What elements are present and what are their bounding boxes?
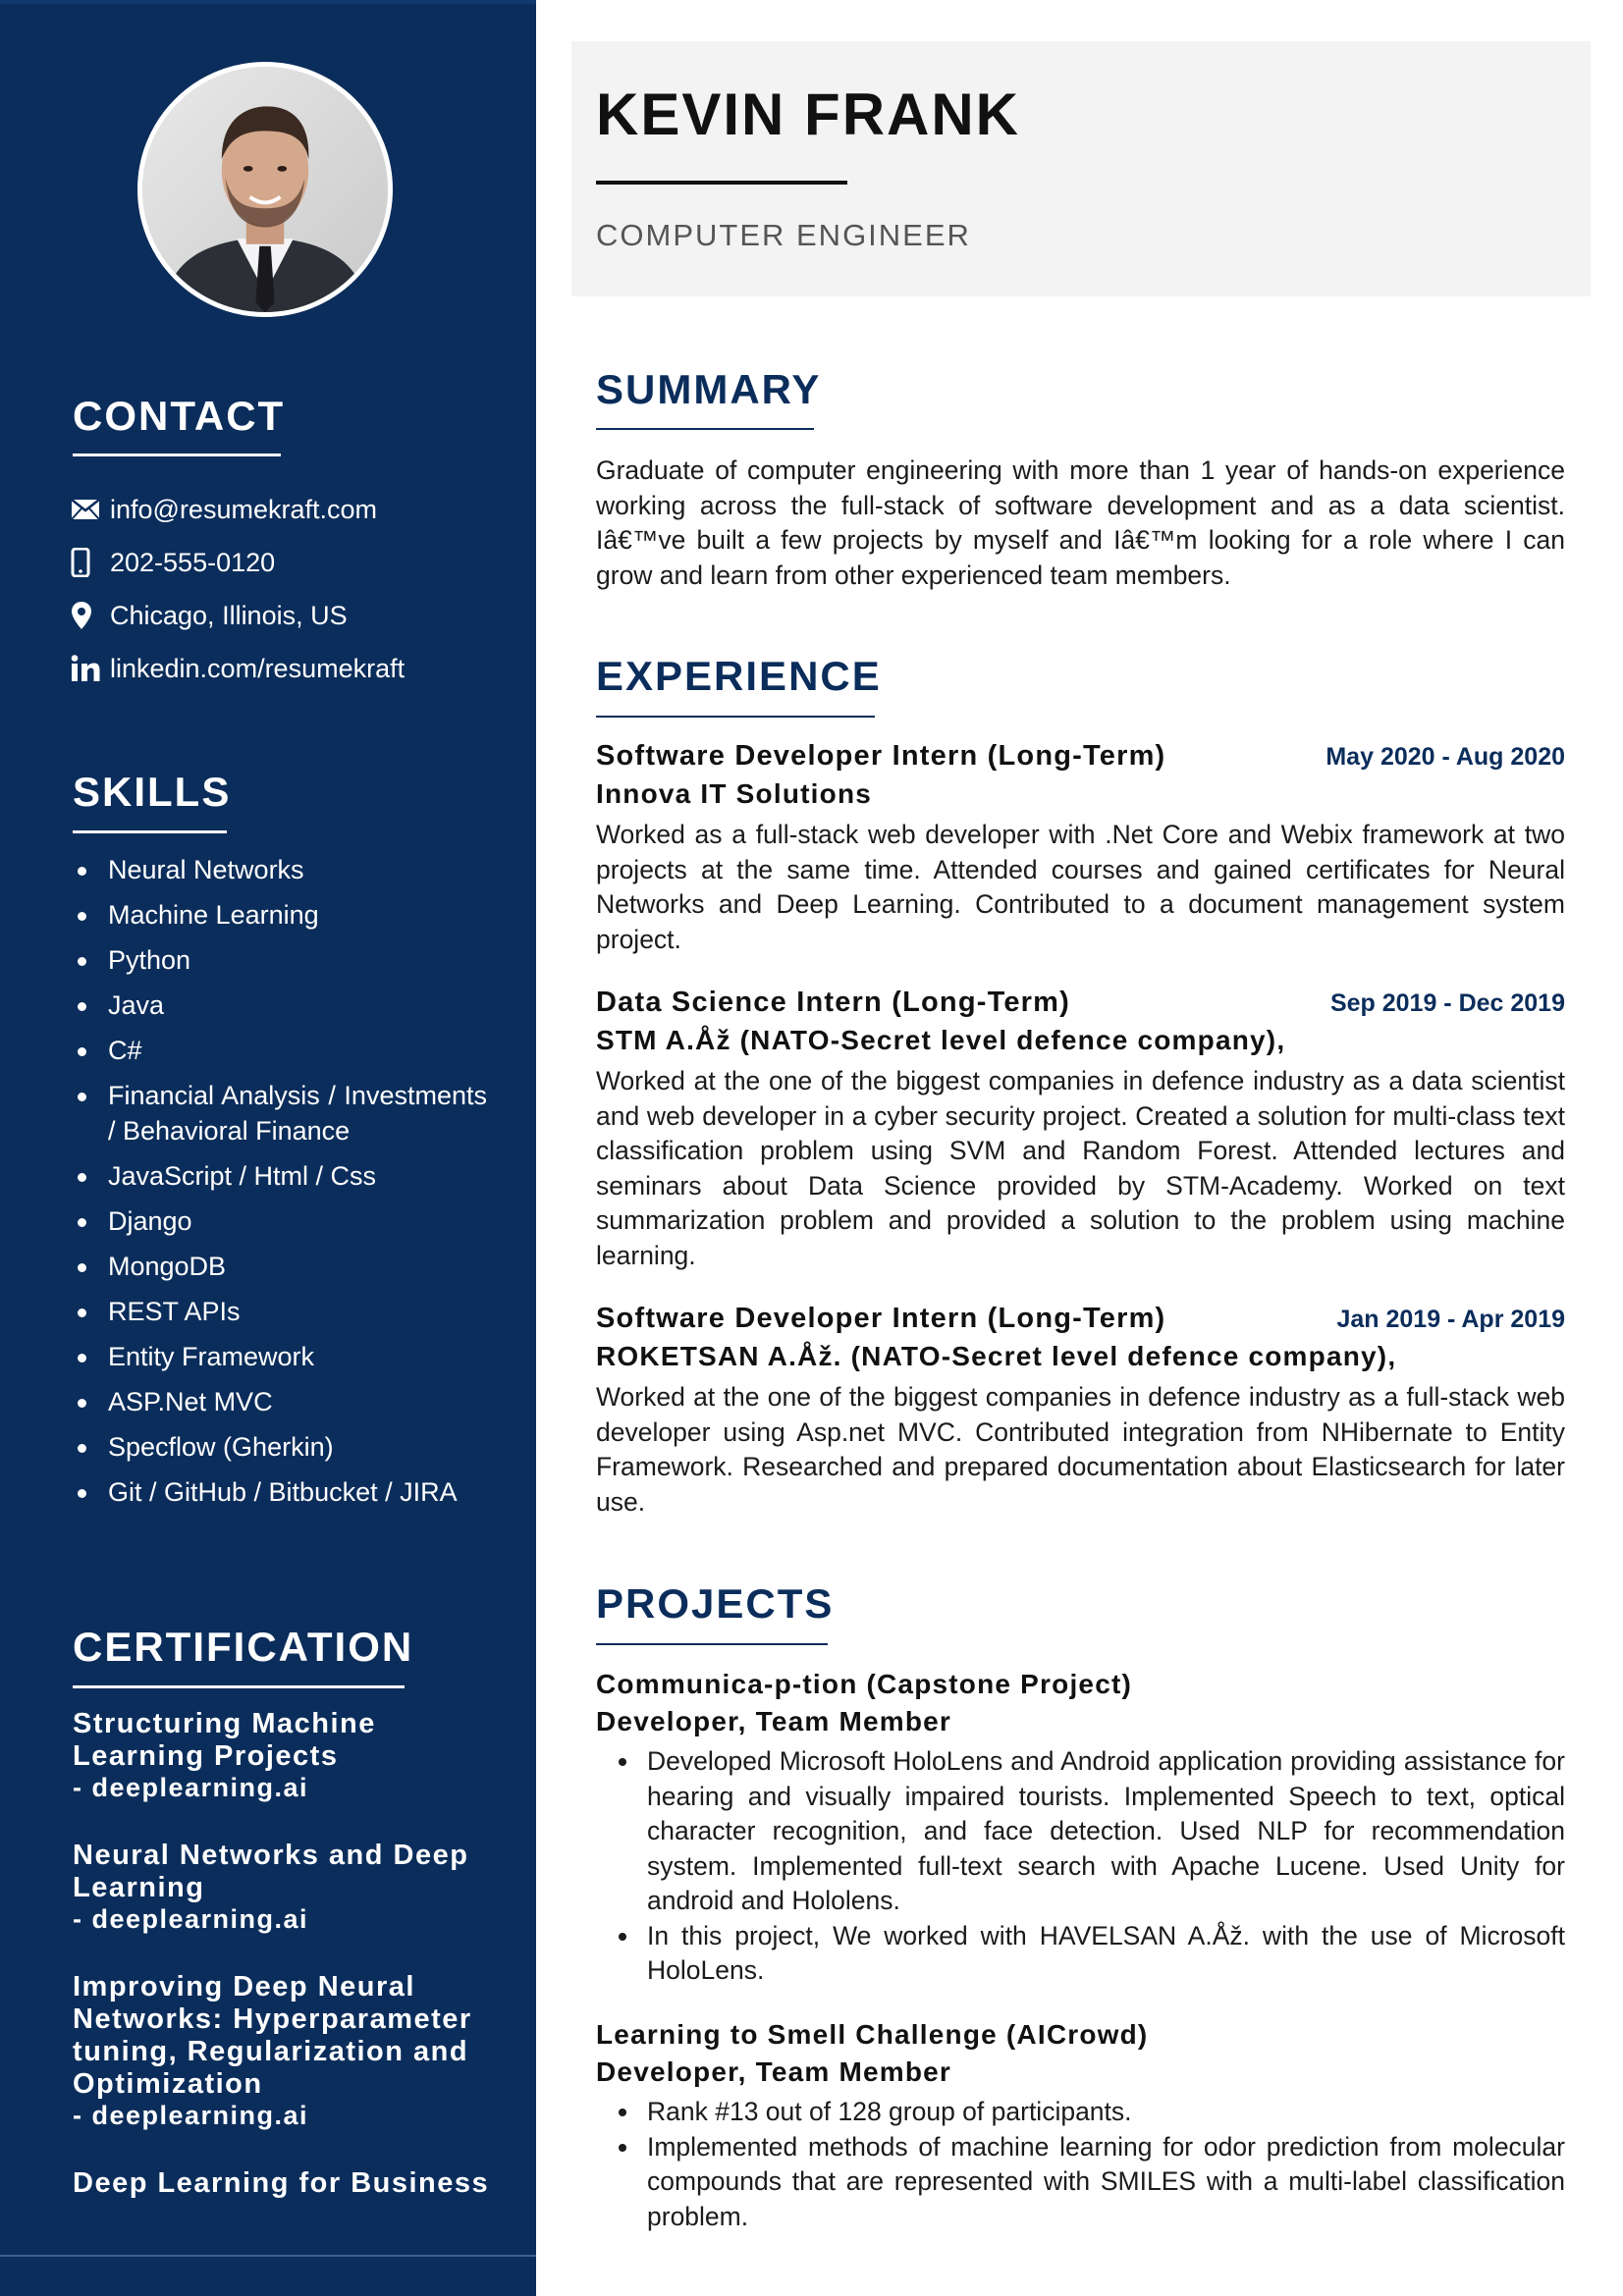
skill-item: ASP.Net MVC [73, 1384, 487, 1419]
skill-item: C# [73, 1033, 487, 1068]
job-role: Software Developer Intern (Long-Term) [596, 1303, 1166, 1334]
job-header [596, 740, 1565, 773]
profile-photo [137, 62, 393, 317]
contact-phone[interactable] [71, 545, 275, 580]
skill-item: Financial Analysis / Investments / Behavioral Finance [73, 1078, 487, 1148]
job-company: Innova IT Solutions [596, 778, 873, 809]
contact-linkedin[interactable] [71, 651, 405, 686]
header-panel [571, 41, 1591, 296]
skills-list [73, 852, 487, 1520]
job-dates: Sep 2019 - Dec 2019 [1329, 989, 1565, 1017]
skill-item: JavaScript / Html / Css [73, 1158, 487, 1194]
contact-location [71, 598, 348, 633]
certification-title: Deep Learning for Business [73, 2167, 490, 2199]
skill-item: REST APIs [73, 1294, 487, 1329]
certification-title: Structuring Machine Learning Projects [73, 1708, 376, 1772]
job-role: Data Science Intern (Long-Term) [596, 987, 1071, 1018]
sidebar [0, 0, 536, 2296]
contact-email[interactable] [71, 492, 377, 527]
skill-item: Java [73, 988, 487, 1023]
job-dates: May 2020 - Aug 2020 [1325, 743, 1565, 771]
job-description: Worked at the one of the biggest companies in defence industry as a data scientist and web developer in a cyber security project. Created a solution for multi-class text classification problem using SVM and Random Forest. Attended lectures and seminars about Data Science provided by STM-Academy. Worked on text summarization problem and provided a solution to the problem using machine learning. [596, 1066, 1565, 1270]
certification-title: Improving Deep Neural Networks: Hyperparameter tuning, Regularization and Optimization [73, 1971, 472, 2100]
project-bullets [596, 1744, 1565, 1989]
job-description: Worked as a full-stack web developer with .Net Core and Webix framework at two projects at the same time. Attended courses and gained certificates for Neural Networks and Deep Learning. Contributed to a document management system project. [596, 820, 1565, 954]
skills-heading-rule [73, 830, 227, 833]
skill-item: Neural Networks [73, 852, 487, 887]
certification-item [73, 2167, 505, 2200]
skill-item: MongoDB [73, 1249, 487, 1284]
project-bullet: In this project, We worked with HAVELSAN A.Åž. with the use of Microsoft HoloLens. [596, 1919, 1565, 1989]
skill-item: Machine Learning [73, 897, 487, 933]
contact-heading-rule [73, 454, 281, 456]
certification-item [73, 1708, 505, 1803]
project-bullet: Developed Microsoft HoloLens and Android application providing assistance for hearing and visually impaired tourists. Implemented Speech to text, optical character recognition, and face detection. Used NLP for recommendation system. Implemented full-text search with Apache Lucene. Used Unity for android and Hololens. [596, 1744, 1565, 1919]
linkedin-icon [71, 652, 104, 685]
certification-source: - deeplearning.ai [73, 2101, 309, 2130]
project-role: Developer, Team Member [596, 1706, 952, 1736]
candidate-title: COMPUTER ENGINEER [596, 218, 971, 252]
summary-heading-rule [596, 428, 814, 430]
name-underline [596, 181, 847, 185]
job-header [596, 987, 1565, 1019]
projects-heading-rule [596, 1643, 828, 1645]
project-bullet: Rank #13 out of 128 group of participants. [596, 2095, 1565, 2130]
sidebar-bottom-divider [0, 2255, 536, 2257]
certification-source: - deeplearning.ai [73, 1773, 309, 1802]
project-name: Communica-p-tion (Capstone Project) [596, 1669, 1133, 1699]
certification-item [73, 1840, 505, 1935]
candidate-name: KEVIN FRANK [596, 81, 1021, 147]
job-company: STM A.Åž (NATO-Secret level defence company), [596, 1025, 1286, 1055]
summary-text: Graduate of computer engineering with more than 1 year of hands-on experience working across the full-stack of software development and as a data scientist. Iâ€™ve built a few projects by myself and Iâ€™m looking for a role where I can grow and learn from other experienced team members. [596, 455, 1565, 590]
summary-heading: SUMMARY [596, 366, 822, 412]
project-name: Learning to Smell Challenge (AICrowd) [596, 2019, 1149, 2050]
phone-icon [71, 546, 104, 579]
sidebar-top-divider [0, 0, 536, 4]
project-role: Developer, Team Member [596, 2056, 952, 2087]
projects-heading: PROJECTS [596, 1580, 835, 1627]
certification-source: - deeplearning.ai [73, 1904, 309, 1934]
job-company: ROKETSAN A.Åž. (NATO-Secret level defence company), [596, 1341, 1397, 1371]
skill-item: Git / GitHub / Bitbucket / JIRA [73, 1474, 487, 1510]
job-description: Worked at the one of the biggest companies in defence industry as a full-stack web developer using Asp.net MVC. Contributed integration from NHibernate to Entity Framework. Researched and prepared documentation about Elasticsearch for later use. [596, 1382, 1565, 1517]
certification-title: Neural Networks and Deep Learning [73, 1840, 469, 1903]
experience-heading: EXPERIENCE [596, 653, 882, 699]
skill-item: Specflow (Gherkin) [73, 1429, 487, 1465]
job-role: Software Developer Intern (Long-Term) [596, 740, 1166, 772]
contact-linkedin-text: linkedin.com/resumekraft [110, 653, 406, 683]
skills-heading: SKILLS [73, 769, 232, 815]
job-dates: Jan 2019 - Apr 2019 [1336, 1306, 1565, 1333]
map-pin-icon [71, 599, 104, 632]
job-header [596, 1303, 1565, 1335]
contact-email-text: info@resumekraft.com [110, 494, 377, 524]
contact-location-text: Chicago, Illinois, US [110, 600, 348, 630]
project-bullets [596, 2095, 1565, 2234]
certification-heading: CERTIFICATION [73, 1624, 414, 1670]
skill-item: Python [73, 942, 487, 978]
skill-item: Django [73, 1203, 487, 1239]
experience-heading-rule [596, 716, 875, 718]
certification-item [73, 1971, 505, 2131]
project-bullet: Implemented methods of machine learning for odor prediction from molecular compounds that are represented with SMILES with a multi-label classification problem. [596, 2130, 1565, 2235]
contact-phone-text: 202-555-0120 [110, 547, 276, 577]
certification-heading-rule [73, 1685, 405, 1688]
envelope-icon [71, 493, 104, 526]
contact-heading: CONTACT [73, 393, 286, 439]
skill-item: Entity Framework [73, 1339, 487, 1374]
profile-photo-illustration [142, 67, 388, 312]
